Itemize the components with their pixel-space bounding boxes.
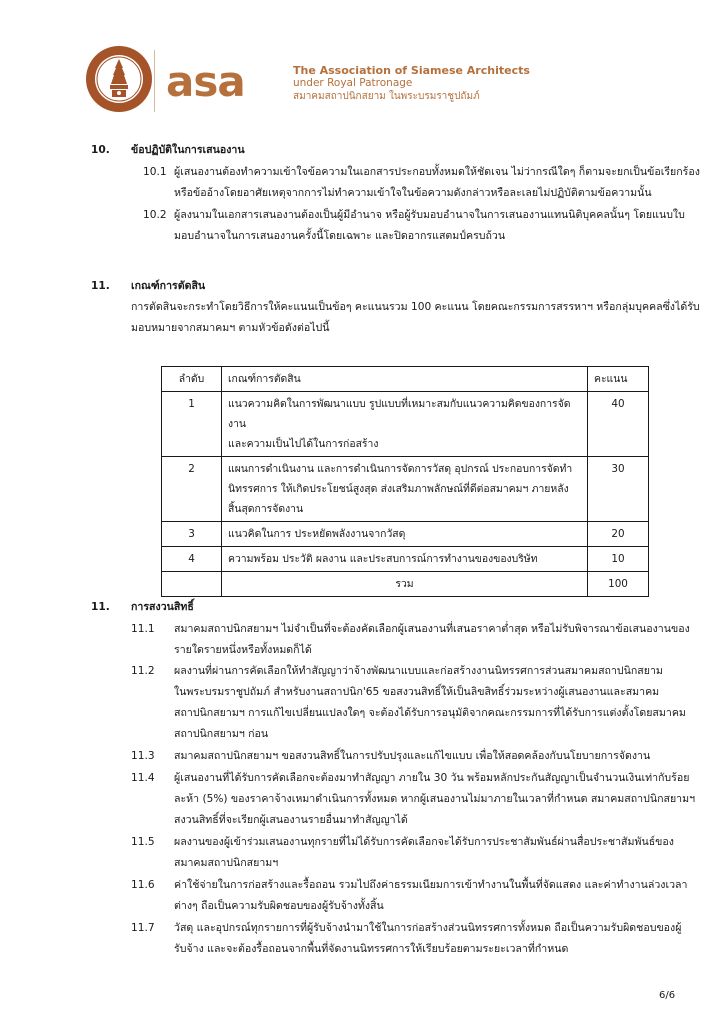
row-score: 40 [588, 392, 649, 457]
item-11-5-line: ผลงานของผู้เข้าร่วมเสนองานทุกรายที่ไม่ได้รับการคัดเลือกจะได้รับการประชาสัมพันธ์ผ่านสื่อประชาสัมพันธ์ของ [174, 836, 674, 848]
total-value: 100 [588, 572, 649, 597]
row-criteria-line: แผนการดำเนินงาน และการดำเนินการจัดการวัสดุ อุปกรณ์ ประกอบการจัดทำ [228, 463, 573, 475]
sec10-item1-number: 10.1 [143, 166, 167, 178]
item-11-6-line: ต่างๆ ถือเป็นความรับผิดชอบของผู้รับจ้างทั้งสิ้น [174, 900, 384, 912]
sec11a-para-line1: การตัดสินจะกระทำโดยวิธีการให้คะแนนเป็นข้อๆ คะแนนรวม 100 คะแนน โดยคณะกรรมการสรรหาฯ หรือกลุ่มบุคคลซึ่งได้รับ [131, 301, 700, 313]
item-11-1-number: 11.1 [131, 623, 155, 635]
row-no: 3 [162, 522, 222, 547]
item-11-4-number: 11.4 [131, 772, 155, 784]
row-criteria: ความพร้อม ประวัติ ผลงาน และประสบการณ์การทำงานของของบริษัท [222, 547, 588, 572]
item-11-3-number: 11.3 [131, 750, 155, 762]
item-11-4-line: ผู้เสนองานที่ได้รับการคัดเลือกจะต้องมาทำสัญญา ภายใน 30 วัน พร้อมหลักประกันสัญญาเป็นจำนวนเงินเท่ากับร้อย [174, 772, 690, 784]
item-11-2-line: สถาปนิกสยามฯ การแก้ไขเปลี่ยนแปลงใดๆ จะต้องได้รับการอนุมัติจากคณะกรรมการที่ได้รับการแต่งตั้งโดยสมาคม [174, 707, 686, 719]
row-criteria-line: นิทรรศการ ให้เกิดประโยชน์สูงสุด ส่งเสริมภาพลักษณ์ที่ดีต่อสมาคมฯ ภายหลัง [228, 483, 569, 495]
row-score: 10 [588, 547, 649, 572]
sec11a-number: 11. [91, 280, 110, 292]
association-seal-logo [84, 44, 154, 114]
item-11-7-line: วัสดุ และอุปกรณ์ทุกรายการที่ผู้รับจ้างนำมาใช้ในการก่อสร้างส่วนนิทรรศการทั้งหมด ถือเป็นความรับผิดชอบของผู้ [174, 922, 682, 934]
criteria-table [161, 366, 649, 597]
total-label: รวม [222, 572, 588, 597]
row-criteria [222, 392, 588, 457]
sec11b-title: การสงวนสิทธิ์ [131, 601, 194, 613]
row-no: 1 [162, 392, 222, 457]
header-divider [154, 50, 155, 112]
item-11-2-number: 11.2 [131, 665, 155, 677]
header-score: คะแนน [588, 367, 649, 392]
row-criteria [222, 457, 588, 522]
table-row [162, 392, 649, 457]
table-row [162, 457, 649, 522]
table-header-row [162, 367, 649, 392]
row-score: 30 [588, 457, 649, 522]
item-11-4-line: สงวนสิทธิ์ที่จะเรียกผู้เสนองานรายอื่นมาทำสัญญาได้ [174, 814, 408, 826]
row-score: 20 [588, 522, 649, 547]
sec10-item1-line2: หรือข้ออ้างโดยอาศัยเหตุจากการไม่ทำความเข้าใจในข้อความดังกล่าวหรือละเลยไม่ปฏิบัติตามข้อความนั้น [174, 187, 652, 199]
sec11a-para-line2: มอบหมายจากสมาคมฯ ตามหัวข้อดังต่อไปนี้ [131, 322, 330, 334]
item-11-1-line: รายใดรายหนึ่งหรือทั้งหมดก็ได้ [174, 644, 312, 656]
item-11-5-number: 11.5 [131, 836, 155, 848]
sec10-title: ข้อปฏิบัติในการเสนองาน [131, 144, 245, 156]
item-11-5-line: สมาคมสถาปนิกสยามฯ [174, 857, 279, 869]
svg-text:asa: asa [166, 62, 245, 102]
row-no: 4 [162, 547, 222, 572]
item-11-2-line: ในพระบรมราชูปถัมภ์ สำหรับงานสถาปนิก'65 ขอสงวนสิทธิ์ให้เป็นลิขสิทธิ์ร่วมระหว่างผู้เสนองานและสมาคม [174, 686, 660, 698]
org-name-en: The Association of Siamese Architects [293, 64, 530, 77]
item-11-3-line: สมาคมสถาปนิกสยามฯ ขอสงวนสิทธิ์ในการปรับปรุงและแก้ไขแบบ เพื่อให้สอดคล้องกับนโยบายการจัดงาน [174, 750, 651, 762]
item-11-7-number: 11.7 [131, 922, 155, 934]
item-11-6-number: 11.6 [131, 879, 155, 891]
sec10-item2-number: 10.2 [143, 209, 167, 221]
sec10-item2-line1: ผู้ลงนามในเอกสารเสนองานต้องเป็นผู้มีอำนาจ หรือผู้รับมอบอำนาจในการเสนองานแทนนิติบุคคลนั้นๆ โดยแนบใบ [174, 209, 685, 221]
page-number: 6/6 [659, 990, 676, 1001]
asa-logo [166, 62, 258, 102]
header-criteria: เกณฑ์การตัดสิน [222, 367, 588, 392]
item-11-7-line: รับจ้าง และจะต้องรื้อถอนจากพื้นที่จัดงานนิทรรศการให้เรียบร้อยตามระยะเวลาที่กำหนด [174, 943, 569, 955]
header-no: ลำดับ [162, 367, 222, 392]
row-criteria: แนวคิดในการ ประหยัดพลังงานจากวัสดุ [222, 522, 588, 547]
item-11-2-line: ผลงานที่ผ่านการคัดเลือกให้ทำสัญญาว่าจ้างพัฒนาแบบและก่อสร้างงานนิทรรศการส่วนสมาคมสถาปนิกสยาม [174, 665, 663, 677]
item-11-6-line: ค่าใช้จ่ายในการก่อสร้างและรื้อถอน รวมไปถึงค่าธรรมเนียมการเข้าทำงานในพื้นที่จัดแสดง และค่าทำงานล่วงเวลา [174, 879, 688, 891]
table-total-row [162, 572, 649, 597]
row-criteria-line: สิ้นสุดการจัดงาน [228, 503, 304, 515]
sec11a-title: เกณฑ์การตัดสิน [131, 280, 206, 292]
total-empty-cell [162, 572, 222, 597]
table-row [162, 547, 649, 572]
sec10-item1-line1: ผู้เสนองานต้องทำความเข้าใจข้อความในเอกสารประกอบทั้งหมดให้ชัดเจน ไม่ว่ากรณีใดๆ ก็ตามจะยกเป็นข้อเรียกร้อง [174, 166, 700, 178]
sec10-item2-line2: มอบอำนาจในการเสนองานครั้งนี้โดยเฉพาะ และปิดอากรแสตมป์ครบถ้วน [174, 230, 506, 242]
row-criteria-line: แนวความคิดในการพัฒนาแบบ รูปแบบที่เหมาะสมกับแนวความคิดของการจัดงาน [228, 398, 571, 430]
item-11-2-line: สถาปนิกสยามฯ ก่อน [174, 728, 269, 740]
row-criteria-line: และความเป็นไปได้ในการก่อสร้าง [228, 438, 379, 450]
sec10-number: 10. [91, 144, 110, 156]
org-name-block [293, 64, 530, 103]
sec11b-number: 11. [91, 601, 110, 613]
org-name-patronage: under Royal Patronage [293, 77, 413, 89]
table-row [162, 522, 649, 547]
row-no: 2 [162, 457, 222, 522]
item-11-4-line: ละห้า (5%) ของราคาจ้างเหมาดำเนินการทั้งหมด หากผู้เสนองานไม่มาภายในเวลาที่กำหนด สมาคมสถาปนิกสยามฯ [174, 793, 696, 805]
org-name-th: สมาคมสถาปนิกสยาม ในพระบรมราชูปถัมภ์ [293, 91, 480, 102]
item-11-1-line: สมาคมสถาปนิกสยามฯ ไม่จำเป็นที่จะต้องคัดเลือกผู้เสนองานที่เสนอราคาต่ำสุด หรือไม่รับพิจารณาข้อเสนองานของ [174, 623, 690, 635]
